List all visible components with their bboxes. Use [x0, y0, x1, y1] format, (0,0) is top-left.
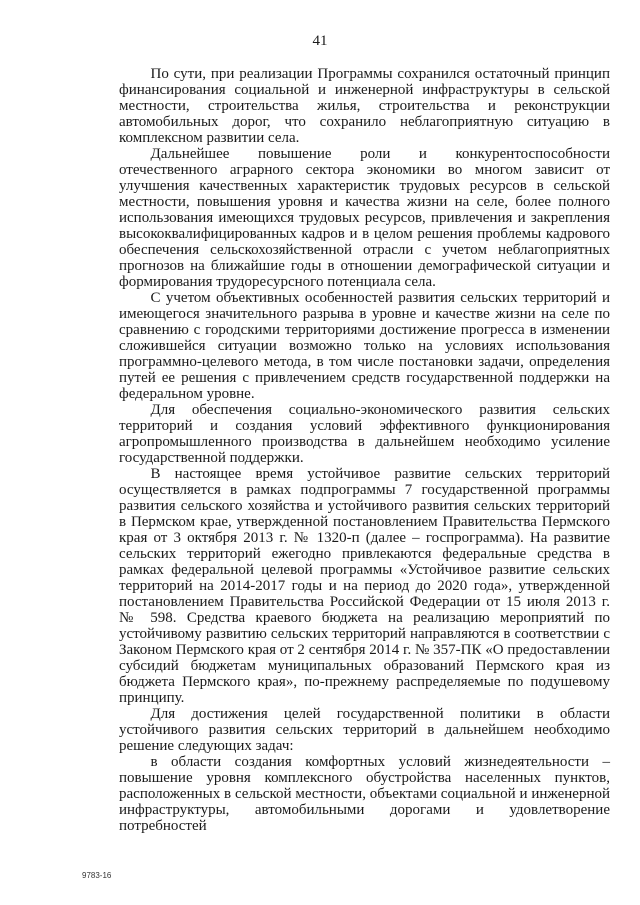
paragraph-program-target-method: С учетом объективных особенностей развития сельских территорий и имеющегося значительного разрыва в уровне и качестве жизни на селе по сравнению с городскими территориями достижение прогресса в изменении сложившейся ситуации возможно только на условиях использования программно-целевого метода, в том числе постановки задачи, определения путей ее решения с привлечением средств государственной поддержки на федеральном уровне. — [119, 290, 610, 402]
document-code: 9783-16 — [82, 871, 112, 880]
paragraph-tasks-intro: Для достижения целей государственной политики в области устойчивого развития сельских территорий в дальнейшем необходимо решение следующих задач: — [119, 706, 610, 754]
paragraph-residual-financing: По сути, при реализации Программы сохранился остаточный принцип финансирования социальной и инженерной инфраструктуры в сельской местности, строительства жилья, строительства и реконструкции автомобильных дорог, что сохранило неблагоприятную ситуацию в комплексном развитии села. — [119, 66, 610, 146]
paragraph-subprogram-7: В настоящее время устойчивое развитие сельских территорий осуществляется в рамках подпрограммы 7 государственной программы развития сельского хозяйства и устойчивого развития сельских территорий в Пермском крае, утвержденной постановлением Правительства Пермского края от 3 октября 2013 г. № 1320-п (далее – госпрограмма). На развитие сельских территорий ежегодно привлекаются федеральные средства в рамках федеральной целевой программы «Устойчивое развитие сельских территорий на 2014-2017 годы и на период до 2020 года», утвержденной постановлением Правительства Российской Федерации от 15 июля 2013 г. № 598. Средства краевого бюджета на реализацию мероприятий по устойчивому развитию сельских территорий направляются в соответствии с Законом Пермского края от 2 сентября 2014 г. № 357-ПК «О предоставлении субсидий бюджетам муниципальных образований Пермского края из бюджета Пермского края», по-прежнему распределяемые по подушевому принципу. — [119, 466, 610, 706]
page-number: 41 — [312, 33, 328, 49]
document-body — [119, 66, 610, 834]
paragraph-agrarian-sector: Дальнейшее повышение роли и конкурентоспособности отечественного аграрного сектора экономики во многом зависит от улучшения качественных характеристик трудовых ресурсов в сельской местности, повышения уровня и качества жизни на селе, более полного использования имеющихся трудовых ресурсов, привлечения и закрепления высококвалифицированных кадров и в целом решения проблемы кадрового обеспечения сельскохозяйственной отрасли с учетом неблагоприятных прогнозов на ближайшие годы в отношении демографической ситуации и формирования трудоресурсного потенциала села. — [119, 146, 610, 290]
paragraph-state-support: Для обеспечения социально-экономического развития сельских территорий и создания условий эффективного функционирования агропромышленного производства в дальнейшем необходимо усиление государственной поддержки. — [119, 402, 610, 466]
paragraph-comfortable-conditions: в области создания комфортных условий жизнедеятельности – повышение уровня комплексного обустройства населенных пунктов, расположенных в сельской местности, объектами социальной и инженерной инфраструктуры, автомобильными дорогами и удовлетворение потребностей — [119, 754, 610, 834]
